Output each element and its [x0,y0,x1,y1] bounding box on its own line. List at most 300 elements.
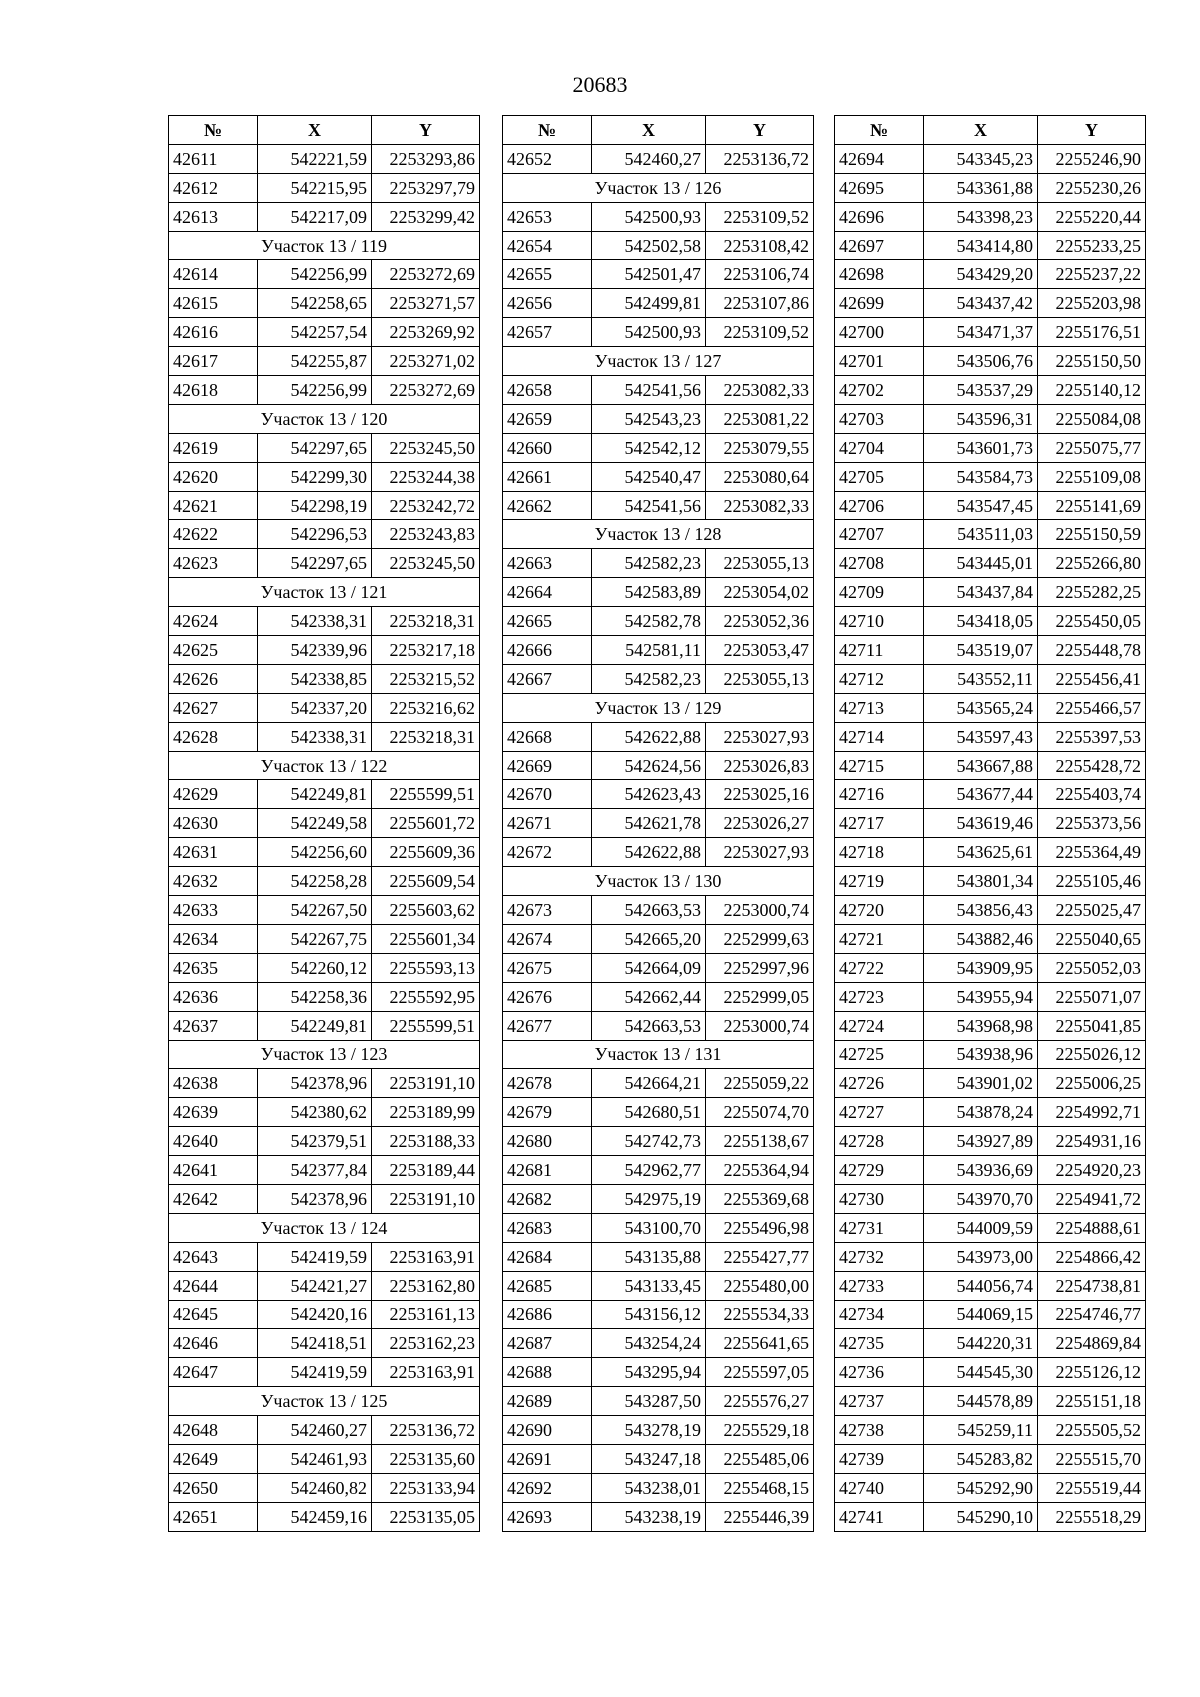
point-number-cell: 42673 [503,896,592,925]
y-coordinate-cell: 2255084,08 [1038,404,1146,433]
point-number-cell: 42711 [835,636,924,665]
point-number-cell: 42620 [169,462,258,491]
table-row [503,1156,814,1185]
x-coordinate-cell: 542297,65 [258,549,372,578]
x-coordinate-cell: 543254,24 [592,1329,706,1358]
y-coordinate-cell: 2255220,44 [1038,202,1146,231]
table-row [835,607,1146,636]
table-row [835,289,1146,318]
y-coordinate-cell: 2253188,33 [372,1127,480,1156]
table-row [169,1329,480,1358]
point-number-cell: 42717 [835,809,924,838]
point-number-cell: 42612 [169,173,258,202]
point-number-cell: 42672 [503,838,592,867]
y-coordinate-cell: 2252999,63 [706,924,814,953]
x-coordinate-cell: 543471,37 [924,318,1038,347]
table-row [503,231,814,260]
y-coordinate-cell: 2253025,16 [706,780,814,809]
x-coordinate-cell: 543414,80 [924,231,1038,260]
section-row [169,751,480,780]
table-row [503,1098,814,1127]
y-coordinate-cell: 2255109,08 [1038,462,1146,491]
x-coordinate-cell: 543295,94 [592,1358,706,1387]
table-row [169,1271,480,1300]
table-row [503,260,814,289]
y-coordinate-cell: 2255040,65 [1038,924,1146,953]
section-title: Участок 13 / 124 [169,1213,480,1242]
table-row [835,1184,1146,1213]
x-coordinate-cell: 542298,19 [258,491,372,520]
x-coordinate-cell: 543597,43 [924,722,1038,751]
section-row [169,1213,480,1242]
x-coordinate-cell: 543882,46 [924,924,1038,953]
y-coordinate-cell: 2255599,51 [372,780,480,809]
y-coordinate-cell: 2253055,13 [706,549,814,578]
point-number-cell: 42733 [835,1271,924,1300]
point-number-cell: 42635 [169,953,258,982]
x-coordinate-cell: 544545,30 [924,1358,1038,1387]
point-number-cell: 42722 [835,953,924,982]
point-number-cell: 42654 [503,231,592,260]
y-coordinate-cell: 2255641,65 [706,1329,814,1358]
y-coordinate-cell: 2255519,44 [1038,1473,1146,1502]
point-number-cell: 42664 [503,578,592,607]
x-coordinate-cell: 542256,99 [258,260,372,289]
table-row [835,231,1146,260]
x-coordinate-cell: 543135,88 [592,1242,706,1271]
x-coordinate-cell: 542582,23 [592,549,706,578]
table-row [835,404,1146,433]
table-row [169,838,480,867]
point-number-cell: 42656 [503,289,592,318]
point-number-cell: 42638 [169,1069,258,1098]
table-row [503,607,814,636]
table-row [835,1213,1146,1242]
table-row [835,202,1146,231]
x-coordinate-cell: 542297,65 [258,433,372,462]
x-coordinate-cell: 543625,61 [924,838,1038,867]
y-coordinate-cell: 2253027,93 [706,838,814,867]
table-row [835,636,1146,665]
x-coordinate-cell: 543667,88 [924,751,1038,780]
table-row [835,1502,1146,1531]
y-coordinate-cell: 2255576,27 [706,1387,814,1416]
table-row [503,924,814,953]
coordinates-table-3 [834,115,1146,1532]
y-coordinate-cell: 2253162,23 [372,1329,480,1358]
header-y: Y [706,116,814,145]
x-coordinate-cell: 542378,96 [258,1069,372,1098]
table-row [835,462,1146,491]
y-coordinate-cell: 2255609,54 [372,867,480,896]
point-number-cell: 42732 [835,1242,924,1271]
table-row [835,1242,1146,1271]
point-number-cell: 42702 [835,376,924,405]
table-header-row [835,116,1146,145]
point-number-cell: 42677 [503,1011,592,1040]
page-number: 20683 [572,72,628,97]
x-coordinate-cell: 542664,21 [592,1069,706,1098]
table-row [503,953,814,982]
point-number-cell: 42652 [503,144,592,173]
section-title: Участок 13 / 122 [169,751,480,780]
x-coordinate-cell: 543287,50 [592,1387,706,1416]
point-number-cell: 42660 [503,433,592,462]
point-number-cell: 42669 [503,751,592,780]
table-row [835,1040,1146,1069]
x-coordinate-cell: 542460,27 [258,1416,372,1445]
section-title: Участок 13 / 119 [169,231,480,260]
y-coordinate-cell: 2253218,31 [372,722,480,751]
point-number-cell: 42680 [503,1127,592,1156]
table-row [169,636,480,665]
table-row [169,1300,480,1329]
table-row [503,1213,814,1242]
point-number-cell: 42718 [835,838,924,867]
table-row [503,289,814,318]
table-row [169,173,480,202]
y-coordinate-cell: 2253082,33 [706,491,814,520]
point-number-cell: 42674 [503,924,592,953]
x-coordinate-cell: 544578,89 [924,1387,1038,1416]
table-row [503,896,814,925]
coordinates-table-2 [502,115,814,1532]
x-coordinate-cell: 542267,50 [258,896,372,925]
section-title: Участок 13 / 126 [503,173,814,202]
table-row [835,491,1146,520]
table-row [835,751,1146,780]
y-coordinate-cell: 2255246,90 [1038,144,1146,173]
x-coordinate-cell: 542256,99 [258,376,372,405]
point-number-cell: 42650 [169,1473,258,1502]
y-coordinate-cell: 2253026,27 [706,809,814,838]
x-coordinate-cell: 543345,23 [924,144,1038,173]
y-coordinate-cell: 2253053,47 [706,636,814,665]
table-row [835,982,1146,1011]
table-row [169,664,480,693]
table-row [503,404,814,433]
y-coordinate-cell: 2253052,36 [706,607,814,636]
point-number-cell: 42693 [503,1502,592,1531]
point-number-cell: 42668 [503,722,592,751]
x-coordinate-cell: 542501,47 [592,260,706,289]
point-number-cell: 42696 [835,202,924,231]
point-number-cell: 42690 [503,1416,592,1445]
y-coordinate-cell: 2254888,61 [1038,1213,1146,1242]
y-coordinate-cell: 2255059,22 [706,1069,814,1098]
y-coordinate-cell: 2255369,68 [706,1184,814,1213]
y-coordinate-cell: 2253293,86 [372,144,480,173]
point-number-cell: 42634 [169,924,258,953]
table-row [169,289,480,318]
point-number-cell: 42705 [835,462,924,491]
table-row [835,144,1146,173]
y-coordinate-cell: 2255138,67 [706,1127,814,1156]
point-number-cell: 42700 [835,318,924,347]
x-coordinate-cell: 543601,73 [924,433,1038,462]
x-coordinate-cell: 544069,15 [924,1300,1038,1329]
table-row [169,693,480,722]
point-number-cell: 42671 [503,809,592,838]
x-coordinate-cell: 543361,88 [924,173,1038,202]
point-number-cell: 42720 [835,896,924,925]
x-coordinate-cell: 543238,01 [592,1473,706,1502]
point-number-cell: 42709 [835,578,924,607]
table-row [835,838,1146,867]
point-number-cell: 42721 [835,924,924,953]
header-y: Y [1038,116,1146,145]
table-row [835,260,1146,289]
point-number-cell: 42728 [835,1127,924,1156]
point-number-cell: 42618 [169,376,258,405]
point-number-cell: 42624 [169,607,258,636]
point-number-cell: 42701 [835,347,924,376]
table-row [503,982,814,1011]
point-number-cell: 42663 [503,549,592,578]
y-coordinate-cell: 2255233,25 [1038,231,1146,260]
table-row [835,1156,1146,1185]
y-coordinate-cell: 2255006,25 [1038,1069,1146,1098]
table-row [835,433,1146,462]
header-number: № [835,116,924,145]
y-coordinate-cell: 2253081,22 [706,404,814,433]
y-coordinate-cell: 2253245,50 [372,433,480,462]
table-row [503,1300,814,1329]
point-number-cell: 42682 [503,1184,592,1213]
table-row [169,953,480,982]
table-row [503,1473,814,1502]
table-row [503,1416,814,1445]
point-number-cell: 42726 [835,1069,924,1098]
table-row [503,780,814,809]
section-row [503,347,814,376]
x-coordinate-cell: 543537,29 [924,376,1038,405]
x-coordinate-cell: 542299,30 [258,462,372,491]
point-number-cell: 42658 [503,376,592,405]
table-row [503,1271,814,1300]
y-coordinate-cell: 2255237,22 [1038,260,1146,289]
header-x: X [592,116,706,145]
table-row [503,1242,814,1271]
y-coordinate-cell: 2255025,47 [1038,896,1146,925]
y-coordinate-cell: 2254746,77 [1038,1300,1146,1329]
table-row [503,809,814,838]
point-number-cell: 42647 [169,1358,258,1387]
x-coordinate-cell: 542680,51 [592,1098,706,1127]
y-coordinate-cell: 2255230,26 [1038,173,1146,202]
y-coordinate-cell: 2255052,03 [1038,953,1146,982]
table-row [503,202,814,231]
y-coordinate-cell: 2253000,74 [706,896,814,925]
x-coordinate-cell: 542255,87 [258,347,372,376]
table-row [835,809,1146,838]
y-coordinate-cell: 2255505,52 [1038,1416,1146,1445]
point-number-cell: 42734 [835,1300,924,1329]
section-title: Участок 13 / 123 [169,1040,480,1069]
point-number-cell: 42628 [169,722,258,751]
table-row [169,1098,480,1127]
table-row [169,1416,480,1445]
section-row [169,1040,480,1069]
x-coordinate-cell: 544056,74 [924,1271,1038,1300]
x-coordinate-cell: 542337,20 [258,693,372,722]
x-coordinate-cell: 542421,27 [258,1271,372,1300]
table-row [835,376,1146,405]
header-x: X [258,116,372,145]
y-coordinate-cell: 2255448,78 [1038,636,1146,665]
point-number-cell: 42707 [835,520,924,549]
table-row [169,982,480,1011]
point-number-cell: 42648 [169,1416,258,1445]
y-coordinate-cell: 2253215,52 [372,664,480,693]
x-coordinate-cell: 543278,19 [592,1416,706,1445]
x-coordinate-cell: 543437,42 [924,289,1038,318]
x-coordinate-cell: 543619,46 [924,809,1038,838]
table-row [169,924,480,953]
point-number-cell: 42686 [503,1300,592,1329]
point-number-cell: 42738 [835,1416,924,1445]
x-coordinate-cell: 542296,53 [258,520,372,549]
section-title: Участок 13 / 120 [169,404,480,433]
x-coordinate-cell: 542258,65 [258,289,372,318]
x-coordinate-cell: 542962,77 [592,1156,706,1185]
y-coordinate-cell: 2255466,57 [1038,693,1146,722]
y-coordinate-cell: 2255364,49 [1038,838,1146,867]
table-row [169,1502,480,1531]
x-coordinate-cell: 543584,73 [924,462,1038,491]
x-coordinate-cell: 544009,59 [924,1213,1038,1242]
x-coordinate-cell: 543968,98 [924,1011,1038,1040]
point-number-cell: 42708 [835,549,924,578]
y-coordinate-cell: 2253136,72 [706,144,814,173]
table-row [169,491,480,520]
coordinates-table-1 [168,115,480,1532]
y-coordinate-cell: 2255603,62 [372,896,480,925]
y-coordinate-cell: 2255450,05 [1038,607,1146,636]
x-coordinate-cell: 542583,89 [592,578,706,607]
table-row [835,318,1146,347]
table-row [169,1011,480,1040]
x-coordinate-cell: 543596,31 [924,404,1038,433]
x-coordinate-cell: 542419,59 [258,1242,372,1271]
y-coordinate-cell: 2253080,64 [706,462,814,491]
y-coordinate-cell: 2255266,80 [1038,549,1146,578]
x-coordinate-cell: 542500,93 [592,318,706,347]
section-row [503,867,814,896]
y-coordinate-cell: 2255074,70 [706,1098,814,1127]
y-coordinate-cell: 2255534,33 [706,1300,814,1329]
table-row [503,722,814,751]
point-number-cell: 42640 [169,1127,258,1156]
table-row [503,1127,814,1156]
y-coordinate-cell: 2253163,91 [372,1242,480,1271]
table-row [169,433,480,462]
y-coordinate-cell: 2253218,31 [372,607,480,636]
point-number-cell: 42698 [835,260,924,289]
y-coordinate-cell: 2255428,72 [1038,751,1146,780]
x-coordinate-cell: 542742,73 [592,1127,706,1156]
x-coordinate-cell: 542418,51 [258,1329,372,1358]
point-number-cell: 42714 [835,722,924,751]
y-coordinate-cell: 2252997,96 [706,953,814,982]
point-number-cell: 42616 [169,318,258,347]
y-coordinate-cell: 2254738,81 [1038,1271,1146,1300]
x-coordinate-cell: 542257,54 [258,318,372,347]
x-coordinate-cell: 542502,58 [592,231,706,260]
x-coordinate-cell: 543429,20 [924,260,1038,289]
x-coordinate-cell: 542460,82 [258,1473,372,1502]
x-coordinate-cell: 542338,31 [258,722,372,751]
point-number-cell: 42643 [169,1242,258,1271]
x-coordinate-cell: 542258,28 [258,867,372,896]
y-coordinate-cell: 2255203,98 [1038,289,1146,318]
x-coordinate-cell: 543437,84 [924,578,1038,607]
point-number-cell: 42622 [169,520,258,549]
y-coordinate-cell: 2255126,12 [1038,1358,1146,1387]
table-row [503,838,814,867]
point-number-cell: 42649 [169,1444,258,1473]
table-row [835,722,1146,751]
y-coordinate-cell: 2255026,12 [1038,1040,1146,1069]
x-coordinate-cell: 542624,56 [592,751,706,780]
point-number-cell: 42729 [835,1156,924,1185]
x-coordinate-cell: 542459,16 [258,1502,372,1531]
x-coordinate-cell: 542663,53 [592,1011,706,1040]
point-number-cell: 42665 [503,607,592,636]
y-coordinate-cell: 2255601,72 [372,809,480,838]
point-number-cell: 42740 [835,1473,924,1502]
table-row [169,1444,480,1473]
y-coordinate-cell: 2253191,10 [372,1069,480,1098]
x-coordinate-cell: 542339,96 [258,636,372,665]
y-coordinate-cell: 2255176,51 [1038,318,1146,347]
y-coordinate-cell: 2255105,46 [1038,867,1146,896]
table-row [835,1271,1146,1300]
table-row [835,578,1146,607]
table-row [169,347,480,376]
x-coordinate-cell: 543970,70 [924,1184,1038,1213]
y-coordinate-cell: 2253297,79 [372,173,480,202]
y-coordinate-cell: 2253055,13 [706,664,814,693]
header-y: Y [372,116,480,145]
point-number-cell: 42694 [835,144,924,173]
x-coordinate-cell: 542621,78 [592,809,706,838]
table-row [169,1473,480,1502]
y-coordinate-cell: 2255485,06 [706,1444,814,1473]
table-row [503,1387,814,1416]
table-row [169,462,480,491]
table-row [169,260,480,289]
x-coordinate-cell: 543856,43 [924,896,1038,925]
y-coordinate-cell: 2253108,42 [706,231,814,260]
point-number-cell: 42611 [169,144,258,173]
point-number-cell: 42633 [169,896,258,925]
y-coordinate-cell: 2255150,50 [1038,347,1146,376]
y-coordinate-cell: 2255427,77 [706,1242,814,1271]
section-row [169,578,480,607]
point-number-cell: 42641 [169,1156,258,1185]
section-row [503,173,814,202]
y-coordinate-cell: 2255373,56 [1038,809,1146,838]
header-number: № [169,116,258,145]
x-coordinate-cell: 543801,34 [924,867,1038,896]
table-row [835,780,1146,809]
point-number-cell: 42706 [835,491,924,520]
y-coordinate-cell: 2253189,44 [372,1156,480,1185]
point-number-cell: 42627 [169,693,258,722]
x-coordinate-cell: 542380,62 [258,1098,372,1127]
point-number-cell: 42716 [835,780,924,809]
